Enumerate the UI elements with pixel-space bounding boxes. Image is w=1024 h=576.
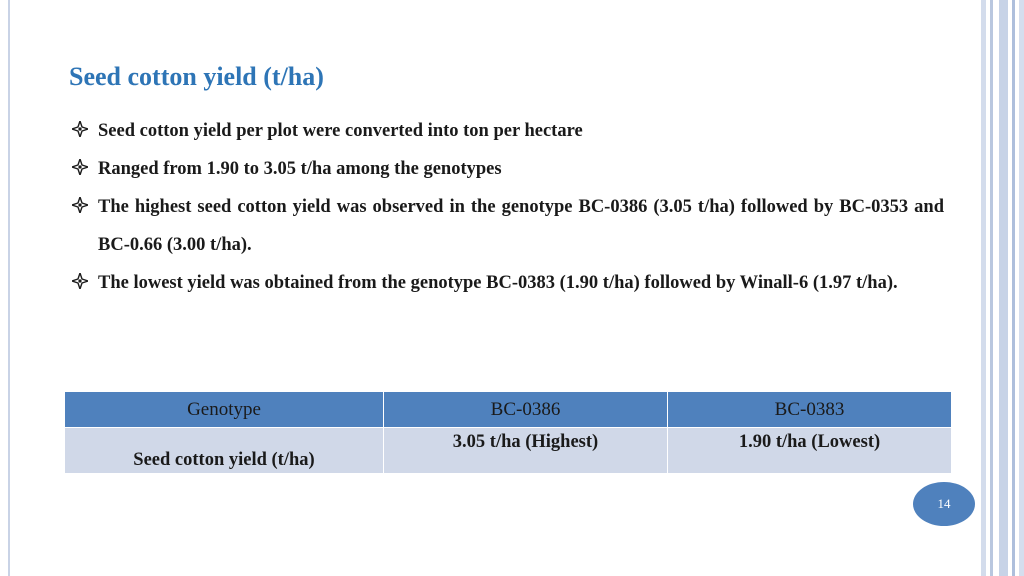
page-number-badge: 14 bbox=[913, 482, 975, 526]
table-header-row bbox=[65, 392, 952, 428]
right-frame-stripe bbox=[1012, 0, 1015, 576]
table-cell: Seed cotton yield (t/ha) bbox=[65, 428, 384, 474]
right-frame-stripe bbox=[1019, 0, 1024, 576]
right-frame-stripe bbox=[981, 0, 986, 576]
table-cell: 1.90 t/ha (Lowest) bbox=[668, 428, 952, 474]
diamond-bullet-icon bbox=[72, 121, 88, 137]
table-header-cell: Genotype bbox=[65, 392, 384, 428]
bullet-item bbox=[72, 112, 944, 150]
table-cell: 3.05 t/ha (Highest) bbox=[384, 428, 668, 474]
left-frame-line bbox=[8, 0, 10, 576]
bullet-text: Ranged from 1.90 to 3.05 t/ha among the genotypes bbox=[98, 159, 502, 179]
bullet-text: The highest seed cotton yield was observed in the genotype BC-0386 (3.05 t/ha) followed by BC-0353 and BC-0.66 (3.00 t/ha). bbox=[98, 197, 944, 255]
bullet-text: The lowest yield was obtained from the genotype BC-0383 (1.90 t/ha) followed by Winall-6 (1.97 t/ha). bbox=[98, 273, 898, 293]
diamond-bullet-icon bbox=[72, 159, 88, 175]
diamond-bullet-icon bbox=[72, 197, 88, 213]
bullet-item bbox=[72, 188, 944, 264]
bullet-item bbox=[72, 264, 944, 302]
slide-title: Seed cotton yield (t/ha) bbox=[69, 62, 324, 91]
bullet-item bbox=[72, 150, 944, 188]
table-row bbox=[65, 428, 952, 474]
table-header-cell: BC-0386 bbox=[384, 392, 668, 428]
table-header-cell: BC-0383 bbox=[668, 392, 952, 428]
diamond-bullet-icon bbox=[72, 273, 88, 289]
yield-table bbox=[64, 391, 952, 474]
bullet-list bbox=[72, 112, 944, 302]
bullet-text: Seed cotton yield per plot were converted into ton per hectare bbox=[98, 121, 583, 141]
right-frame-stripe bbox=[999, 0, 1008, 576]
right-frame-stripe bbox=[990, 0, 993, 576]
